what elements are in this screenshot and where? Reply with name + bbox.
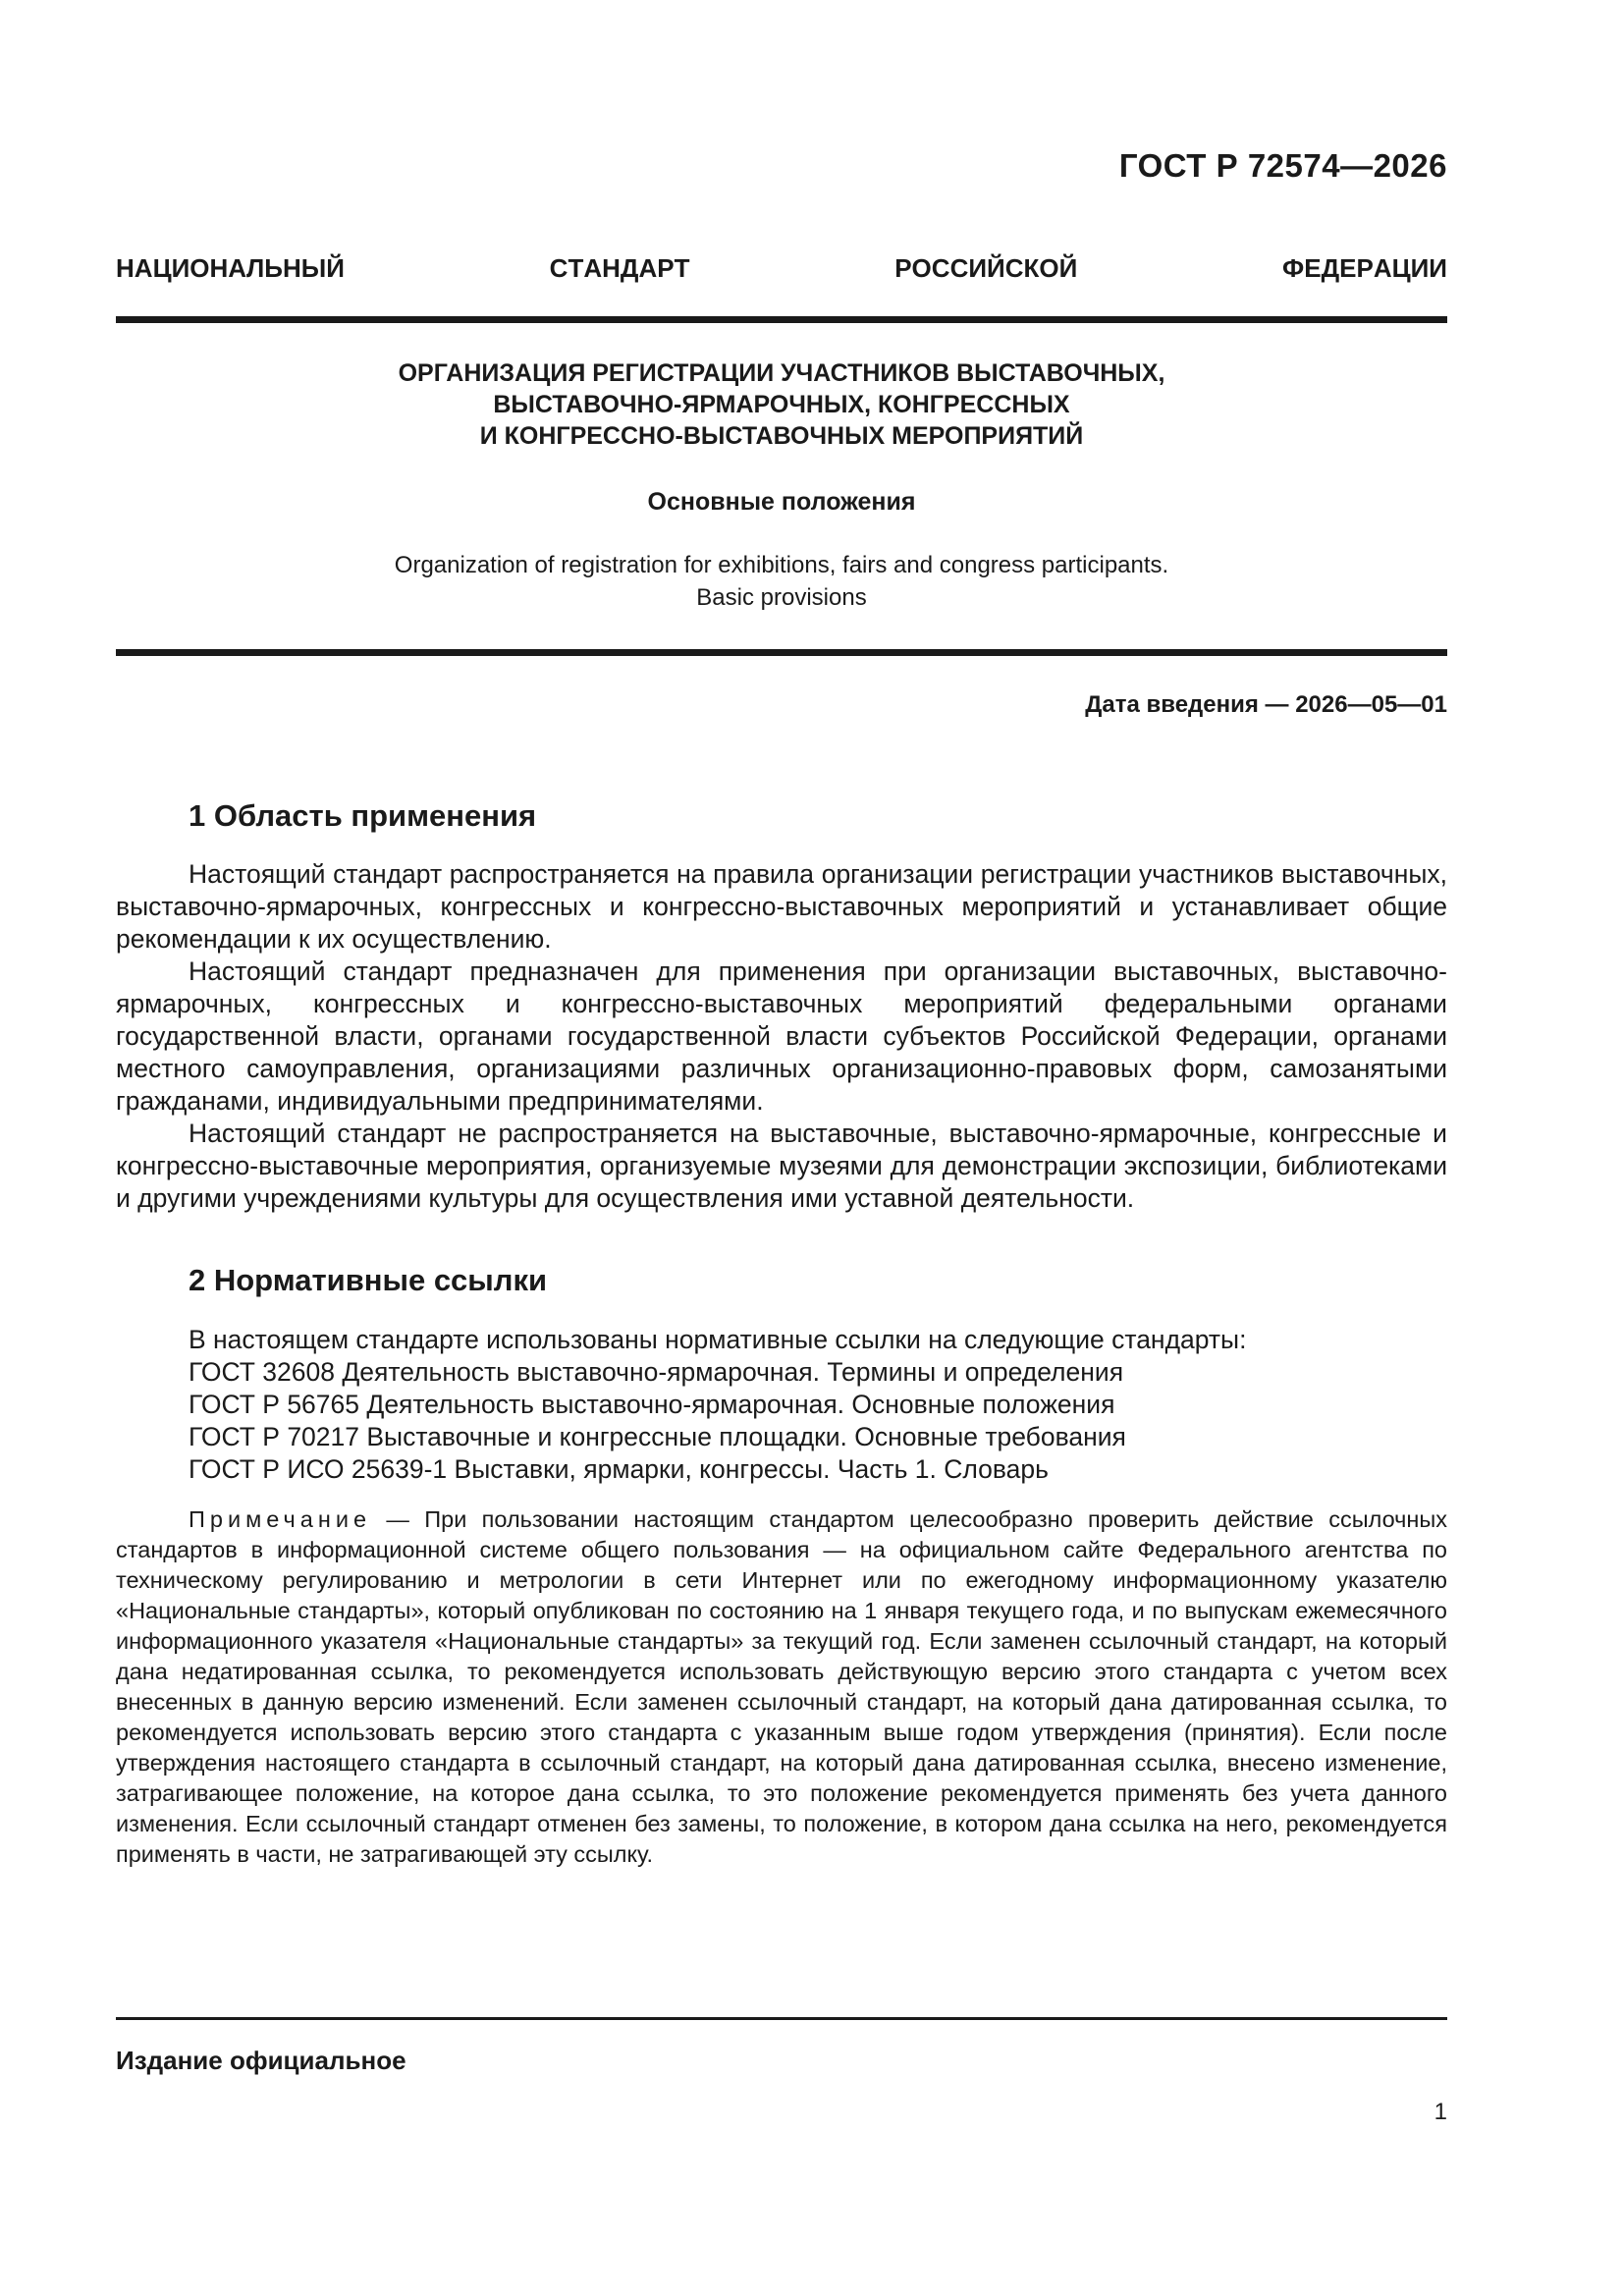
official-edition-label: Издание официальное (116, 2046, 406, 2075)
normative-references (189, 1324, 1465, 1486)
page-number: 1 (1434, 2099, 1447, 2125)
paragraph: Настоящий стандарт не распространяется на выставочные, выставочно-ярмарочные, конгрессные и конгрессно-выставочные мероприятия, организуемые музеями для демонстрации экспозиции, библиотеками и другими учреждениями культуры для осуществления ими уставной деятельности. (116, 1119, 1447, 1213)
section-1-body (116, 858, 1447, 1215)
section-2-heading: 2 Нормативные ссылки (189, 1263, 548, 1297)
english-title-line: Organization of registration for exhibitions, fairs and congress participants. (394, 552, 1169, 578)
document-title (116, 357, 1447, 452)
note-label: Примечание (189, 1506, 372, 1532)
references-intro: В настоящем стандарте использованы нормативные ссылки на следующие стандарты: (189, 1325, 1247, 1354)
title-line: ОРГАНИЗАЦИЯ РЕГИСТРАЦИИ УЧАСТНИКОВ ВЫСТАВОЧНЫХ, (398, 359, 1165, 387)
national-standard-heading (116, 253, 1447, 284)
national-word: Ф Е Д Е Р А Ц И И (1282, 253, 1447, 283)
note (116, 1504, 1447, 1870)
national-word: С Т А Н Д А Р Т (549, 253, 690, 283)
reference-item: ГОСТ Р ИСО 25639-1 Выставки, ярмарки, конгрессы. Часть 1. Словарь (189, 1454, 1049, 1484)
standard-designation: ГОСТ Р 72574—2026 (1118, 147, 1447, 184)
section-1-heading: 1 Область применения (189, 798, 537, 833)
paragraph: Настоящий стандарт предназначен для применения при организации выставочных, выставочно-ярмарочных, конгрессных и конгрессно-выставочных мероприятий федеральными органами государственной власти, органами государственной власти субъектов Российской Федерации, органами местного самоуправления, организациями различных организационно-правовых форм, самозанятыми гражданами, индивидуальными предпринимателями. (116, 957, 1447, 1116)
title-line: И КОНГРЕССНО-ВЫСТАВОЧНЫХ МЕРОПРИЯТИЙ (479, 422, 1084, 450)
introduction-date: Дата введения — 2026—05—01 (1085, 691, 1447, 718)
top-divider (116, 316, 1447, 323)
footer-divider (116, 2017, 1447, 2020)
reference-item: ГОСТ Р 56765 Деятельность выставочно-ярмарочная. Основные положения (189, 1390, 1115, 1419)
title-line: ВЫСТАВОЧНО-ЯРМАРОЧНЫХ, КОНГРЕССНЫХ (493, 391, 1070, 418)
english-title-line: Basic provisions (696, 584, 867, 611)
english-title (116, 549, 1447, 614)
reference-item: ГОСТ 32608 Деятельность выставочно-ярмарочная. Термины и определения (189, 1357, 1124, 1387)
national-word: Н А Ц И О Н А Л Ь Н Ы Й (116, 253, 345, 283)
paragraph: Настоящий стандарт распространяется на правила организации регистрации участников выставочных, выставочно-ярмарочных, конгрессных и конгрессно-выставочных мероприятий и устанавливает общие рекомендации к их осуществлению. (116, 859, 1447, 954)
national-word: Р О С С И Й С К О Й (894, 253, 1078, 283)
note-text: — При пользовании настоящим стандартом целесообразно проверить действие ссылочных стандартов в информационной системе общего пользования — на официальном сайте Федерального агентства по техническому регулированию и метрологии в сети Интернет или по ежегодному информационному указателю «Национальные стандарты», который опубликован по состоянию на 1 января текущего года, и по выпускам ежемесячного информационного указателя «Национальные стандарты» за текущий год. Если заменен ссылочный стандарт, на который дана недатированная ссылка, то рекомендуется использовать действующую версию этого стандарта с учетом всех внесенных в данную версию изменений. Если заменен ссылочный стандарт, на который дана датированная ссылка, то рекомендуется использовать версию этого стандарта с указанным выше годом утверждения (принятия). Если после утверждения настоящего стандарта в ссылочный стандарт, на который дана датированная ссылка, внесено изменение, затрагивающее положение, на которое дана ссылка, то это положение рекомендуется применять без учета данного изменения. Если ссылочный стандарт отменен без замены, то положение, в котором дана ссылка на него, рекомендуется применять в части, не затрагивающей эту ссылку. (116, 1506, 1447, 1867)
title-divider (116, 649, 1447, 656)
reference-item: ГОСТ Р 70217 Выставочные и конгрессные площадки. Основные требования (189, 1422, 1126, 1451)
document-subtitle: Основные положения (647, 488, 916, 516)
